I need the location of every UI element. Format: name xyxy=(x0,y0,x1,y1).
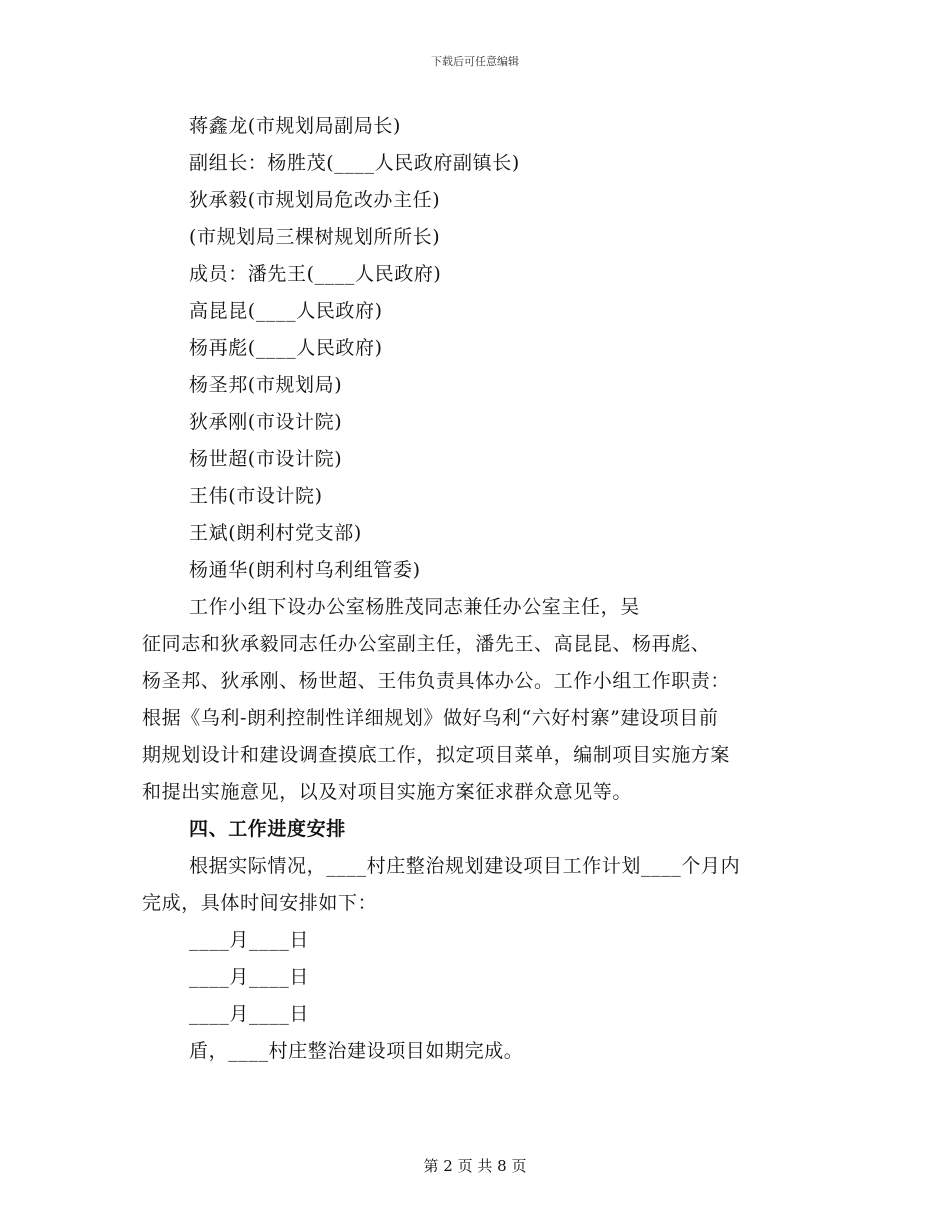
paragraph-line: 工作小组下设办公室杨胜茂同志兼任办公室主任，吴 xyxy=(189,596,640,618)
paragraph-line: 杨圣邦、狄承刚、杨世超、王伟负责具体办公。工作小组工作职责： xyxy=(142,670,731,692)
paragraph-line: 期规划设计和建设调查摸底工作，拟定项目菜单，编制项目实施方案 xyxy=(142,744,731,766)
text-line: 高昆昆(____人民政府) xyxy=(189,300,383,322)
paragraph-line: 完成，具体时间安排如下： xyxy=(142,892,378,914)
paragraph-line: 根据《乌利-朗利控制性详细规划》做好乌利“六好村寨”建设项目前 xyxy=(142,707,719,729)
paragraph-line: 征同志和狄承毅同志任办公室副主任，潘先王、高昆昆、杨再彪、 xyxy=(142,633,711,655)
paragraph-line: 和提出实施意见，以及对项目实施方案征求群众意见等。 xyxy=(142,781,633,803)
schedule-line: ____月____日 xyxy=(189,929,310,951)
text-line: 蒋鑫龙(市规划局副局长) xyxy=(189,115,402,137)
text-line: 成员：潘先王(____人民政府) xyxy=(189,263,442,285)
section-heading: 四、工作进度安排 xyxy=(189,818,346,840)
text-line: 杨通华(朗利村乌利组管委) xyxy=(189,559,421,581)
text-line: 杨世超(市设计院) xyxy=(189,448,343,470)
page-number: 第 2 页 共 8 页 xyxy=(423,1157,527,1175)
page-header: 下载后可任意编辑 xyxy=(431,55,519,68)
document-body xyxy=(142,108,822,1070)
schedule-line: ____月____日 xyxy=(189,1003,310,1025)
paragraph-line: 根据实际情况，____村庄整治规划建设项目工作计划____个月内 xyxy=(189,855,741,877)
text-line: 王斌(朗利村党支部) xyxy=(189,522,362,544)
text-line: (市规划局三棵树规划所所长) xyxy=(189,226,441,248)
text-line: 杨再彪(____人民政府) xyxy=(189,337,383,359)
text-line: 副组长：杨胜茂(____人民政府副镇长) xyxy=(189,152,520,174)
paragraph-line: 盾，____村庄整治建设项目如期完成。 xyxy=(189,1040,524,1062)
text-line: 狄承刚(市设计院) xyxy=(189,411,343,433)
schedule-line: ____月____日 xyxy=(189,966,310,988)
text-line: 杨圣邦(市规划局) xyxy=(189,374,343,396)
text-line: 王伟(市设计院) xyxy=(189,485,323,507)
text-line: 狄承毅(市规划局危改办主任) xyxy=(189,189,441,211)
